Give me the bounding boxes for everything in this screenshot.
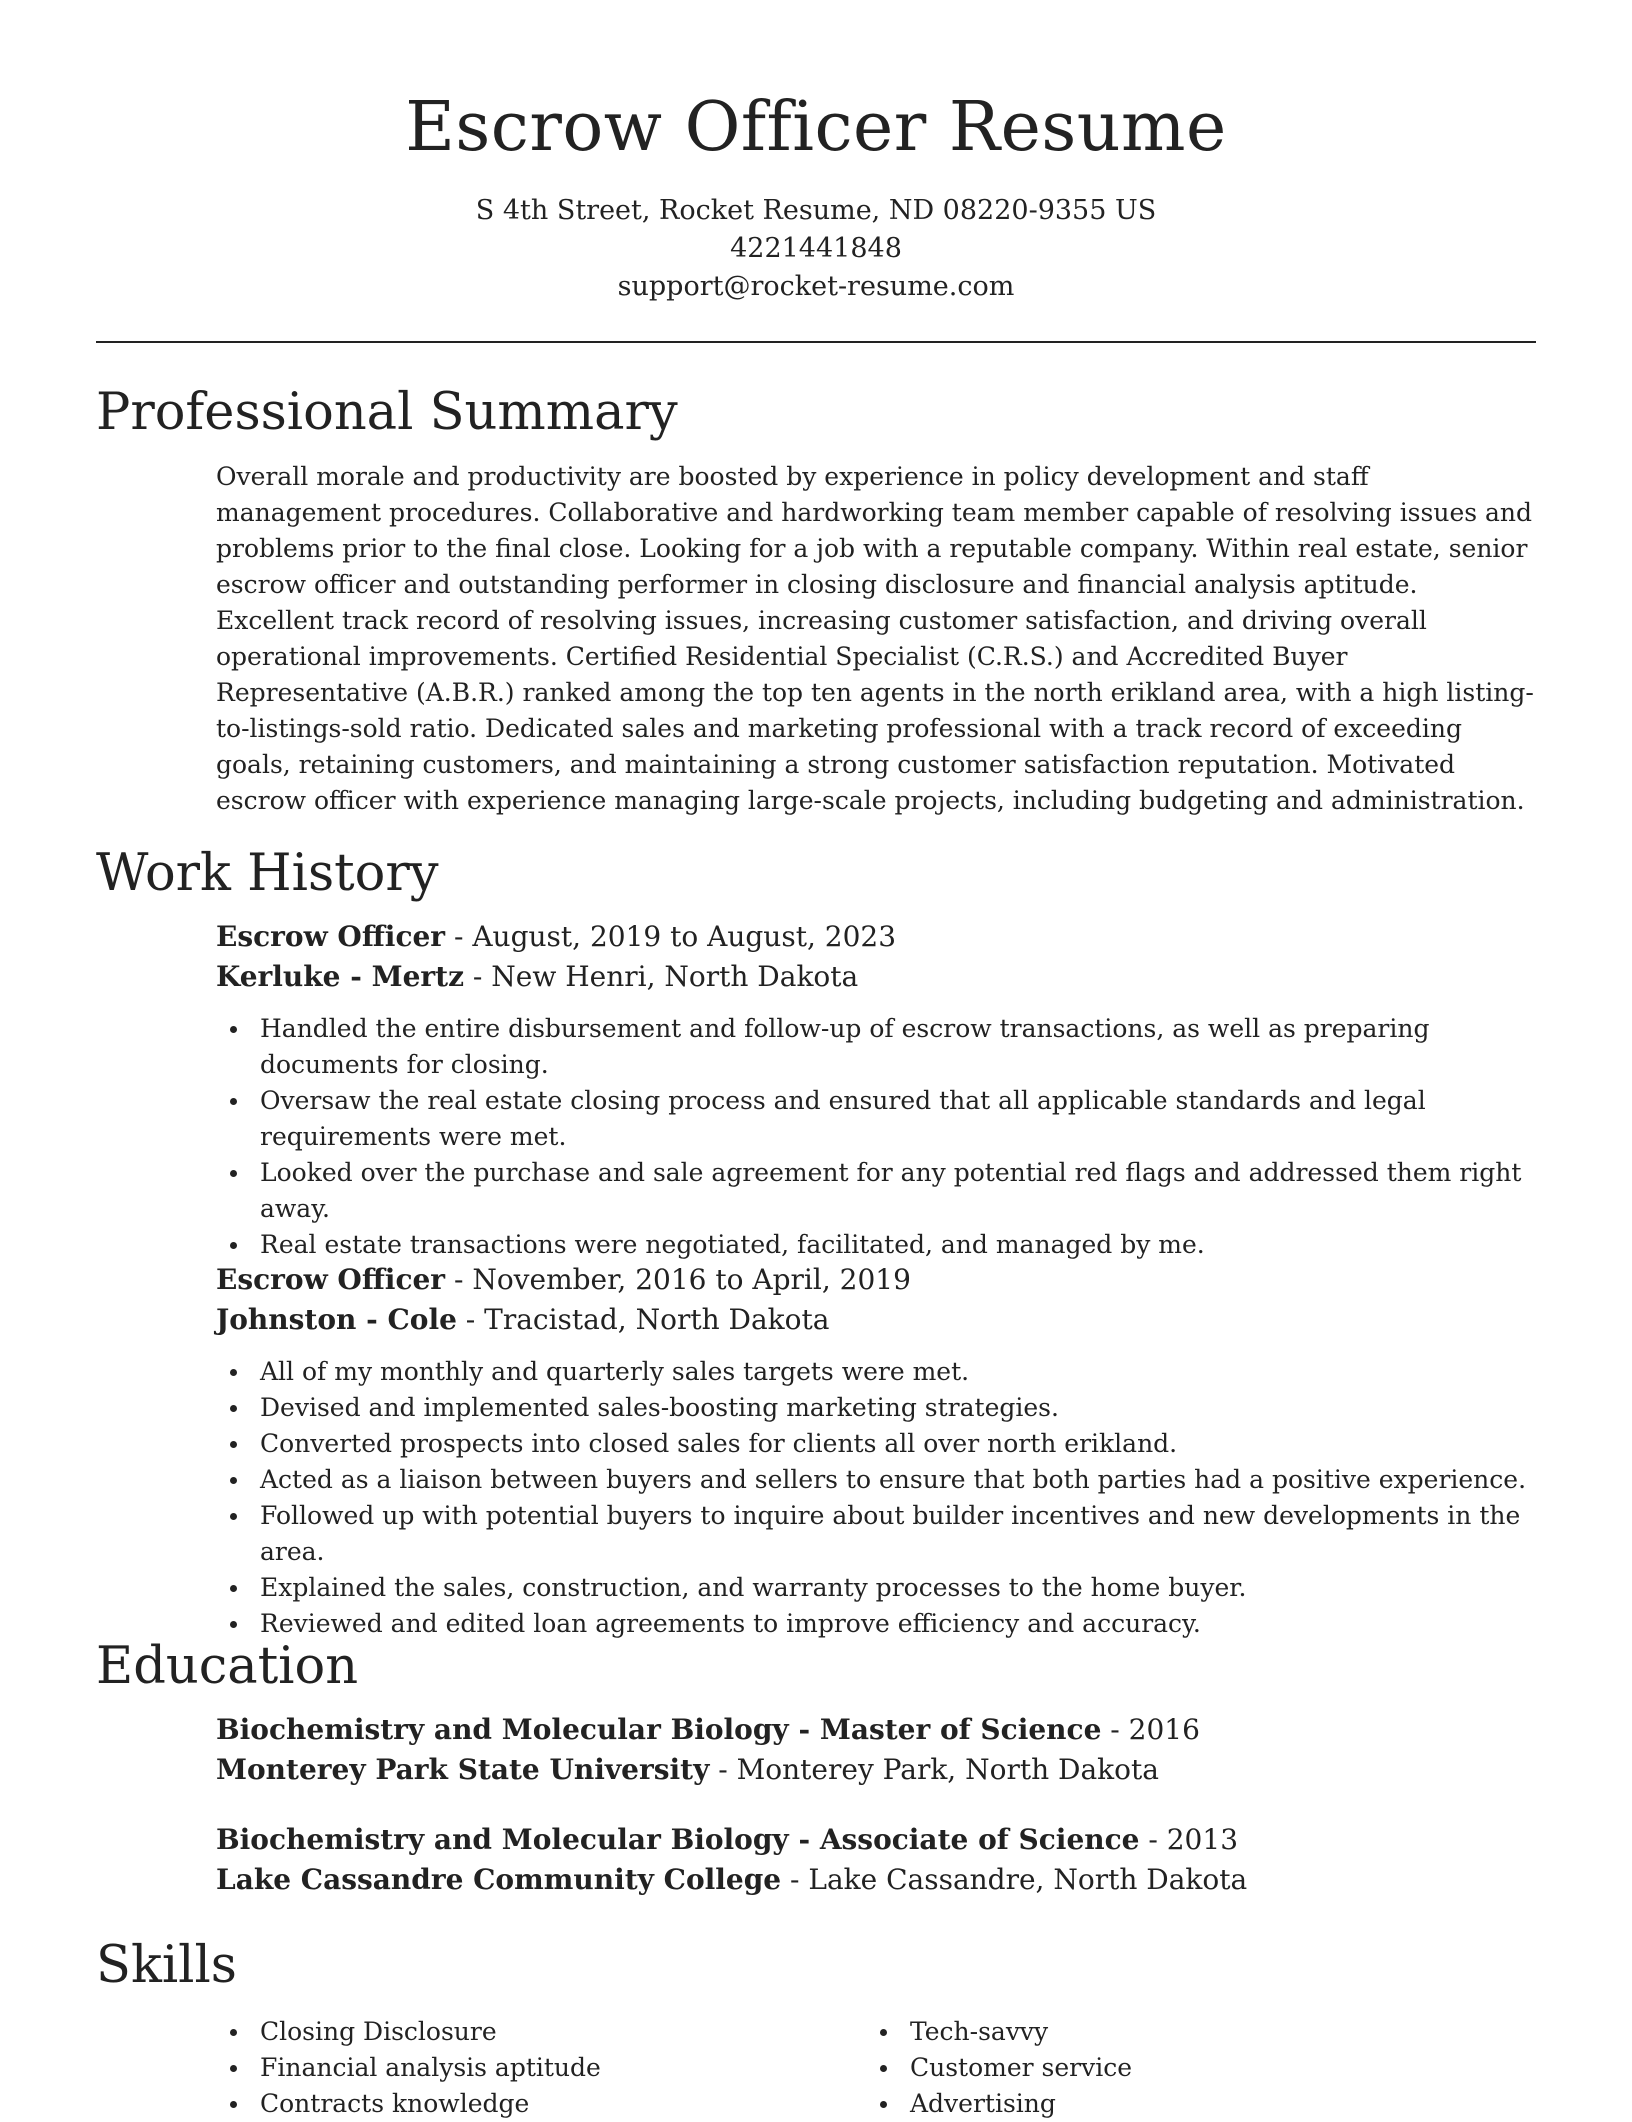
skills-list [216,2014,816,2122]
school-line [216,1860,1536,1900]
job-company-line [216,957,1536,997]
skills-list [866,2014,1466,2122]
skills-column-right [866,2014,1466,2122]
list-item: Looked over the purchase and sale agreement for any potential red flags and addressed them right away. [216,1155,1536,1227]
list-item: All of my monthly and quarterly sales targets were met. [216,1354,1536,1390]
summary-section [216,459,1536,819]
summary-heading: Professional Summary [96,383,678,442]
job-duties-list [216,1011,1536,1263]
school-name: Lake Cassandre Community College [216,1863,782,1896]
job-title-line [216,1260,1536,1300]
list-item: Converted prospects into closed sales for clients all over north erikland. [216,1426,1536,1462]
list-item: Tech-savvy [866,2014,1466,2050]
list-item: Real estate transactions were negotiated, facilitated, and managed by me. [216,1227,1536,1263]
job-title-line [216,917,1536,957]
job-company-line [216,1300,1536,1340]
list-item: Contracts knowledge [216,2086,816,2122]
job-company: Johnston - Cole [216,1303,457,1336]
header-divider [96,341,1536,343]
job-company: Kerluke - Mertz [216,960,465,993]
skills-heading: Skills [96,1936,237,1995]
degree-line [216,1820,1536,1860]
job-location: - Tracistad, North Dakota [456,1303,830,1336]
contact-info [0,192,1632,306]
resume-title: Escrow Officer Resume [405,88,1227,167]
degree: Biochemistry and Molecular Biology - Master of Science [216,1713,1102,1746]
list-item: Acted as a liaison between buyers and sellers to ensure that both parties had a positive experience. [216,1462,1536,1498]
education-heading: Education [96,1637,359,1696]
job-entry [216,1260,1536,1642]
job-dates: - August, 2019 to August, 2023 [445,920,897,953]
summary-text: Overall morale and productivity are boosted by experience in policy development and staff management procedures. Collaborative and hardworking team member capable of resolving issues and problems prior to the final close. Looking for a job with a reputable company. Within real estate, senior escrow officer and outstanding performer in closing disclosure and financial analysis aptitude. Excellent track record of resolving issues, increasing customer satisfaction, and driving overall operational improvements. Certified Residential Specialist (C.R.S.) and Accredited Buyer Representative (A.B.R.) ranked among the top ten agents in the north erikland area, with a high listing-to-listings-sold ratio. Dedicated sales and marketing professional with a track record of exceeding goals, retaining customers, and maintaining a strong customer satisfaction reputation. Motivated escrow officer with experience managing large-scale projects, including budgeting and administration. [216,462,1534,815]
education-entry [216,1820,1536,1900]
work-history-heading: Work History [96,844,439,903]
email: support@rocket-resume.com [617,271,1015,302]
list-item: Handled the entire disbursement and follow-up of escrow transactions, as well as preparing documents for closing. [216,1011,1536,1083]
degree: Biochemistry and Molecular Biology - Associate of Science [216,1823,1140,1856]
school-location: - Monterey Park, North Dakota [709,1753,1159,1786]
job-location: - New Henri, North Dakota [464,960,859,993]
list-item: Explained the sales, construction, and warranty processes to the home buyer. [216,1570,1536,1606]
job-duties-list [216,1354,1536,1642]
degree-line [216,1710,1536,1750]
resume-header [0,0,1632,306]
list-item: Reviewed and edited loan agreements to improve efficiency and accuracy. [216,1606,1536,1642]
list-item: Advertising [866,2086,1466,2122]
phone: 4221441848 [730,233,902,264]
list-item: Followed up with potential buyers to inquire about builder incentives and new developments in the area. [216,1498,1536,1570]
graduation-year: - 2013 [1139,1823,1239,1856]
job-entry [216,917,1536,1263]
graduation-year: - 2016 [1101,1713,1200,1746]
job-role: Escrow Officer [216,1263,446,1296]
education-entry [216,1710,1536,1790]
job-dates: - November, 2016 to April, 2019 [445,1263,911,1296]
skills-column-left [216,2014,816,2122]
job-role: Escrow Officer [216,920,446,953]
school-name: Monterey Park State University [216,1753,710,1786]
address: S 4th Street, Rocket Resume, ND 08220-9355 US [475,195,1157,226]
school-location: - Lake Cassandre, North Dakota [781,1863,1248,1896]
list-item: Devised and implemented sales-boosting marketing strategies. [216,1390,1536,1426]
list-item: Financial analysis aptitude [216,2050,816,2086]
list-item: Customer service [866,2050,1466,2086]
school-line [216,1750,1536,1790]
list-item: Closing Disclosure [216,2014,816,2050]
list-item: Oversaw the real estate closing process and ensured that all applicable standards and legal requirements were met. [216,1083,1536,1155]
